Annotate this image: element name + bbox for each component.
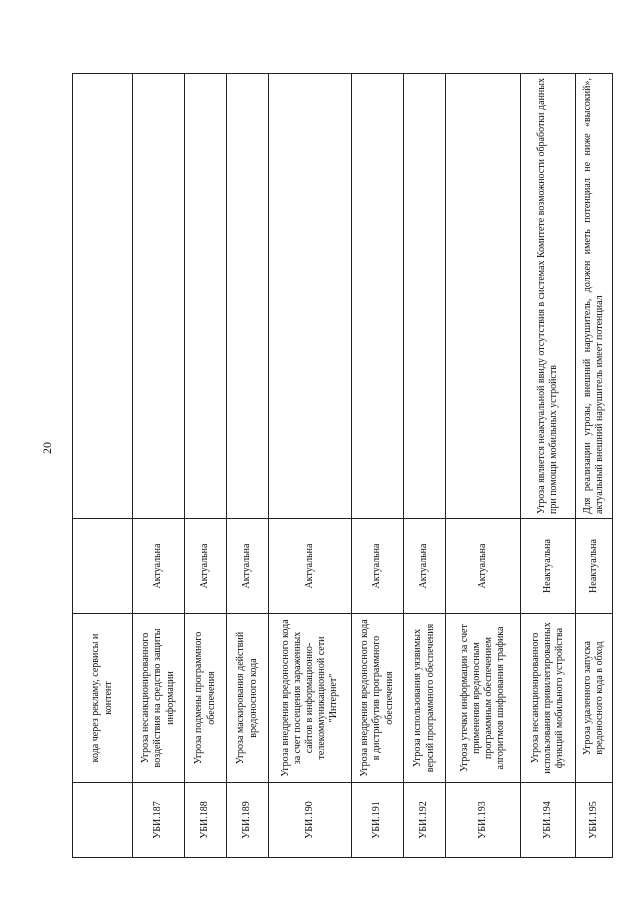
threat-id bbox=[73, 783, 133, 858]
threat-id: УБИ.190 bbox=[269, 783, 352, 858]
threat-id: УБИ.192 bbox=[404, 783, 446, 858]
threat-id: УБИ.193 bbox=[446, 783, 521, 858]
threat-name: Угроза маскирования действий вредоносного кода bbox=[227, 614, 269, 783]
threat-id: УБИ.194 bbox=[521, 783, 576, 858]
threat-status: Неактуальна bbox=[521, 519, 576, 614]
threat-status: Актуальна bbox=[446, 519, 521, 614]
threat-justification bbox=[352, 74, 404, 519]
table-row bbox=[73, 74, 133, 858]
table-row bbox=[521, 74, 576, 858]
threat-name: кода через рекламу, сервисы и контент bbox=[73, 614, 133, 783]
threat-table-rotated bbox=[72, 73, 612, 858]
table-row bbox=[269, 74, 352, 858]
threat-status: Актуальна bbox=[269, 519, 352, 614]
threat-name: Угроза удаленного запуска вредоносного кода в обход bbox=[576, 614, 613, 783]
threat-id: УБИ.189 bbox=[227, 783, 269, 858]
threat-justification bbox=[227, 74, 269, 519]
threat-status: Актуальна bbox=[185, 519, 227, 614]
threat-name: Угроза подмены программного обеспечения bbox=[185, 614, 227, 783]
threat-status bbox=[73, 519, 133, 614]
threat-status: Актуальна bbox=[404, 519, 446, 614]
threat-justification bbox=[73, 74, 133, 519]
table-row bbox=[352, 74, 404, 858]
threat-id: УБИ.191 bbox=[352, 783, 404, 858]
table-row bbox=[446, 74, 521, 858]
threat-id: УБИ.187 bbox=[133, 783, 185, 858]
threat-status: Актуальна bbox=[352, 519, 404, 614]
threat-status: Актуальна bbox=[133, 519, 185, 614]
threat-name: Угроза утечки информации за счет применения вредоносным программным обеспечением алгоритмов шифрования трафика bbox=[446, 614, 521, 783]
threat-name: Угроза внедрения вредоносного кода в дистрибутив программного обеспечения bbox=[352, 614, 404, 783]
threat-justification: Для реализации угрозы, внешний нарушитель, должен иметь потенциал не ниже «высокий», актуальный внешний нарушитель имеет потенциал bbox=[576, 74, 613, 519]
threat-name: Угроза несанкционированного воздействия на средство защиты информации bbox=[133, 614, 185, 783]
threat-name: Угроза внедрения вредоносного кода за счет посещения зараженных сайтов в информационно-телекоммуникационной сети "Интернет" bbox=[269, 614, 352, 783]
threat-table bbox=[72, 73, 613, 858]
table-row bbox=[404, 74, 446, 858]
threat-status: Неактуальна bbox=[576, 519, 613, 614]
threat-name: Угроза несанкционированного использования привилегированных функций мобильного устройства bbox=[521, 614, 576, 783]
threat-justification bbox=[133, 74, 185, 519]
threat-status: Актуальна bbox=[227, 519, 269, 614]
threat-justification bbox=[446, 74, 521, 519]
threat-id: УБИ.195 bbox=[576, 783, 613, 858]
threat-id: УБИ.188 bbox=[185, 783, 227, 858]
threat-name: Угроза использования уязвимых версий программного обеспечения bbox=[404, 614, 446, 783]
table-row bbox=[133, 74, 185, 858]
page-number: 20 bbox=[40, 442, 54, 454]
table-row bbox=[227, 74, 269, 858]
threat-justification: Угроза является неактуальной ввиду отсутствия в системах Комитете возможности обработки данных при помощи мобильных устройств bbox=[521, 74, 576, 519]
threat-justification bbox=[404, 74, 446, 519]
threat-justification bbox=[185, 74, 227, 519]
threat-justification bbox=[269, 74, 352, 519]
table-row bbox=[576, 74, 613, 858]
table-row bbox=[185, 74, 227, 858]
